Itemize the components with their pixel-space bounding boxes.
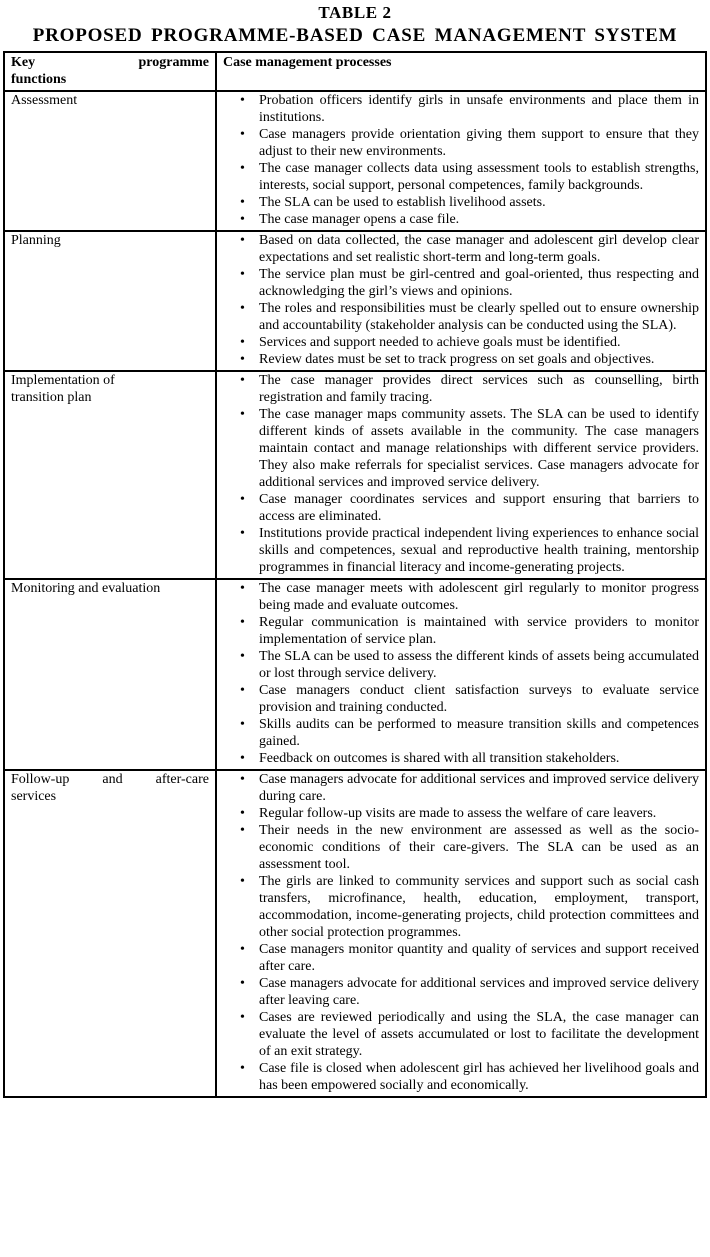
table-row <box>4 231 706 371</box>
process-item: • The SLA can be used to assess the different kinds of assets being accumulated or lost through service delivery. <box>259 648 699 682</box>
process-item: • Based on data collected, the case manager and adolescent girl develop clear expectations and set realistic short-term and long-term goals. <box>259 232 699 266</box>
table-number-heading: TABLE 2 <box>318 3 392 22</box>
header-row <box>4 52 706 91</box>
process-item: • Case managers provide orientation giving them support to ensure that they adjust to their new environments. <box>259 126 699 160</box>
process-list <box>223 580 699 767</box>
header-cell-case-management-processes: Case management processes <box>216 52 706 91</box>
table-row <box>4 371 706 579</box>
process-item: • Case managers conduct client satisfaction surveys to evaluate service provision and training conducted. <box>259 682 699 716</box>
process-item: • Their needs in the new environment are assessed as well as the socio-economic conditions of their care-givers. The SLA can be used as an assessment tool. <box>259 822 699 873</box>
table-row <box>4 91 706 231</box>
process-list <box>223 372 699 576</box>
process-item: • Review dates must be set to track progress on set goals and objectives. <box>259 351 699 368</box>
process-list <box>223 92 699 228</box>
process-item: • The case manager maps community assets. The SLA can be used to identify different kinds of assets available in the community. The case managers maintain contact and manage relationships with different service providers. They also make referrals for specialist services. Case managers advocate for additional services and improved service delivery. <box>259 406 699 491</box>
process-item: • The girls are linked to community services and support such as social cash transfers, microfinance, health, education, employment, transport, accommodation, income-generating projects, child protection committees and other social protection programmes. <box>259 873 699 941</box>
process-item: • Case managers advocate for additional services and improved service delivery during care. <box>259 771 699 805</box>
function-cell: Assessment <box>4 91 216 231</box>
process-item: • Skills audits can be performed to measure transition skills and competences gained. <box>259 716 699 750</box>
process-item: • Institutions provide practical independent living experiences to enhance social skills and competences, sexual and reproductive health training, mentorship programmes in financial literacy and income-generating projects. <box>259 525 699 576</box>
table-row <box>4 770 706 1097</box>
function-cell: Monitoring and evaluation <box>4 579 216 770</box>
process-item: • The case manager opens a case file. <box>259 211 699 228</box>
function-cell: Implementation of transition plan <box>4 371 216 579</box>
process-item: • Cases are reviewed periodically and using the SLA, the case manager can evaluate the level of assets accumulated or lost to facilitate the development of an exit strategy. <box>259 1009 699 1060</box>
process-list <box>223 771 699 1094</box>
process-item: • Case file is closed when adolescent girl has achieved her livelihood goals and has been empowered socially and economically. <box>259 1060 699 1094</box>
case-management-table <box>3 51 707 1098</box>
function-cell: Planning <box>4 231 216 371</box>
table-body <box>4 91 706 1097</box>
processes-cell <box>216 770 706 1097</box>
function-cell: Follow-up and after-care services <box>4 770 216 1097</box>
header-cell-key-programme-functions: Key programme functions <box>4 52 216 91</box>
process-item: • The service plan must be girl-centred and goal-oriented, thus respecting and acknowledging the girl’s views and opinions. <box>259 266 699 300</box>
process-item: • Feedback on outcomes is shared with all transition stakeholders. <box>259 750 699 767</box>
processes-cell <box>216 579 706 770</box>
process-list <box>223 232 699 368</box>
table-row <box>4 579 706 770</box>
table-title-heading: PROPOSED PROGRAMME-BASED CASE MANAGEMENT SYSTEM <box>32 25 678 46</box>
process-item: • Case manager coordinates services and support ensuring that barriers to access are eliminated. <box>259 491 699 525</box>
process-item: • The case manager provides direct services such as counselling, birth registration and family tracing. <box>259 372 699 406</box>
table-header <box>4 52 706 91</box>
processes-cell <box>216 371 706 579</box>
process-item: • Regular follow-up visits are made to assess the welfare of care leavers. <box>259 805 699 822</box>
process-item: • Probation officers identify girls in unsafe environments and place them in institutions. <box>259 92 699 126</box>
process-item: • The roles and responsibilities must be clearly spelled out to ensure ownership and accountability (stakeholder analysis can be conducted using the SLA). <box>259 300 699 334</box>
process-item: • Case managers monitor quantity and quality of services and support received after care. <box>259 941 699 975</box>
process-item: • The SLA can be used to establish livelihood assets. <box>259 194 699 211</box>
process-item: • The case manager collects data using assessment tools to establish strengths, interests, social support, personal competences, family backgrounds. <box>259 160 699 194</box>
process-item: • The case manager meets with adolescent girl regularly to monitor progress being made and evaluate outcomes. <box>259 580 699 614</box>
process-item: • Services and support needed to achieve goals must be identified. <box>259 334 699 351</box>
process-item: • Case managers advocate for additional services and improved service delivery after leaving care. <box>259 975 699 1009</box>
processes-cell <box>216 91 706 231</box>
processes-cell <box>216 231 706 371</box>
process-item: • Regular communication is maintained with service providers to monitor implementation of service plan. <box>259 614 699 648</box>
